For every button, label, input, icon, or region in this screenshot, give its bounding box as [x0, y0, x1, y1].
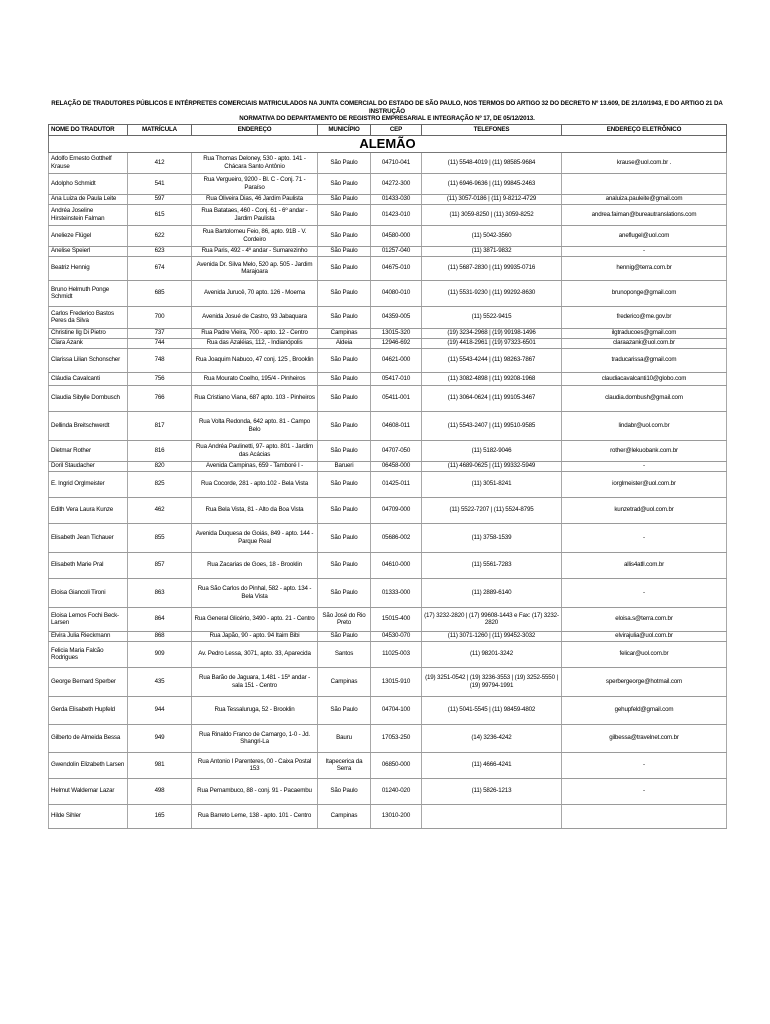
cell-matricula: 864 — [128, 607, 192, 631]
cell-endereco: Rua Cristiano Viana, 687 apto. 103 - Pinheiros — [192, 385, 318, 411]
cell-endereco: Rua São Carlos do Pinhal, 582 - apto. 134 - Bela Vista — [192, 578, 318, 607]
cell-name: Elvira Julia Rieckmann — [49, 631, 128, 641]
cell-telefones: (11) 4666-4241 — [422, 752, 562, 778]
header-municipio: MUNICÍPIO — [318, 124, 371, 135]
cell-cep: 04621-000 — [371, 348, 422, 372]
cell-email: allis4atll.com.br — [562, 552, 727, 578]
cell-name: Elisabeth Jean Tichauer — [49, 523, 128, 552]
cell-email: andrea.faiman@bureautranslations.com — [562, 204, 727, 225]
table-row — [49, 204, 727, 225]
cell-cep: 01425-011 — [371, 471, 422, 497]
cell-name: Anelieze Flügel — [49, 225, 128, 246]
cell-endereco: Rua Volta Redonda, 642 apto. 81 - Campo Belo — [192, 411, 318, 440]
cell-telefones: (11) 5522-7207 | (11) 5524-8795 — [422, 497, 562, 523]
cell-endereco: Rua Barreto Leme, 138 - apto. 101 - Centro — [192, 804, 318, 828]
cell-cep: 04530-070 — [371, 631, 422, 641]
cell-matricula: 622 — [128, 225, 192, 246]
cell-telefones: (11) 5561-7283 — [422, 552, 562, 578]
cell-municipio: São Paulo — [318, 631, 371, 641]
cell-telefones — [422, 804, 562, 828]
cell-municipio: São Paulo — [318, 385, 371, 411]
cell-endereco: Rua Joaquim Nabuco, 47 conj. 125 , Brooklin — [192, 348, 318, 372]
cell-endereco: Rua Bartolomeu Feio, 86, apto. 91B - V. Cordeiro — [192, 225, 318, 246]
table-row — [49, 328, 727, 338]
cell-municipio: Campinas — [318, 804, 371, 828]
cell-matricula: 817 — [128, 411, 192, 440]
table-row — [49, 724, 727, 752]
cell-endereco: Avenida Duquesa de Goiás, 849 - apto. 144 - Parque Real — [192, 523, 318, 552]
table-row — [49, 523, 727, 552]
cell-email: traducarissa@gmail.com — [562, 348, 727, 372]
cell-email: gehupfeld@gmail.com — [562, 696, 727, 724]
cell-matricula: 498 — [128, 778, 192, 804]
cell-endereco: Rua General Glicério, 3490 - apto. 21 - Centro — [192, 607, 318, 631]
cell-name: Adolpho Schmidt — [49, 173, 128, 194]
cell-email: iorglmeister@uol.com.br — [562, 471, 727, 497]
cell-telefones: (11) 6946-9636 | (11) 99845-2463 — [422, 173, 562, 194]
cell-email: gilbessa@travelnet.com.br — [562, 724, 727, 752]
cell-endereco: Rua Paris, 492 - 4º andar - Sumarezinho — [192, 246, 318, 256]
cell-name: Bruno Helmuth Ponge Schmidt — [49, 280, 128, 306]
cell-telefones: (11) 5041-5545 | (11) 98459-4802 — [422, 696, 562, 724]
cell-telefones: (19) 3234-2968 | (19) 99198-1496 — [422, 328, 562, 338]
cell-municipio: Campinas — [318, 328, 371, 338]
cell-cep: 04608-011 — [371, 411, 422, 440]
cell-telefones: (11) 5042-3560 — [422, 225, 562, 246]
table-row — [49, 280, 727, 306]
cell-endereco: Rua Japão, 90 - apto. 94 Itaim Bibi — [192, 631, 318, 641]
table-row — [49, 246, 727, 256]
cell-cep: 12946-692 — [371, 338, 422, 348]
cell-matricula: 949 — [128, 724, 192, 752]
header-telefones: TELEFONES — [422, 124, 562, 135]
cell-municipio: São Paulo — [318, 778, 371, 804]
cell-cep: 04580-000 — [371, 225, 422, 246]
cell-matricula: 816 — [128, 440, 192, 461]
table-row — [49, 194, 727, 204]
header-email: ENDEREÇO ELETRÔNICO — [562, 124, 727, 135]
cell-name: Dellinda Breitschwerdt — [49, 411, 128, 440]
cell-telefones: (11) 3064-0624 | (11) 99105-3467 — [422, 385, 562, 411]
cell-name: Adolfo Ernesto Gotthelf Krause — [49, 152, 128, 173]
table-row — [49, 306, 727, 328]
table-row — [49, 607, 727, 631]
table-row — [49, 348, 727, 372]
cell-endereco: Av. Pedro Lessa, 3071, apto. 33, Aparecida — [192, 641, 318, 667]
cell-endereco: Rua Padre Vieira, 700 - apto. 12 - Centro — [192, 328, 318, 338]
cell-endereco: Rua Antonio I Parenteres, 00 - Caixa Postal 153 — [192, 752, 318, 778]
cell-email — [562, 173, 727, 194]
cell-email: - — [562, 778, 727, 804]
cell-endereco: Rua Mourato Coelho, 195/4 - Pinheiros — [192, 372, 318, 385]
cell-municipio: São Paulo — [318, 523, 371, 552]
table-row — [49, 641, 727, 667]
cell-matricula: 165 — [128, 804, 192, 828]
cell-matricula: 820 — [128, 461, 192, 471]
cell-municipio: São Paulo — [318, 256, 371, 280]
cell-cep: 01240-020 — [371, 778, 422, 804]
cell-name: Edith Vera Laura Kunze — [49, 497, 128, 523]
cell-email: ilgtraducoes@gmail.com — [562, 328, 727, 338]
cell-email: lindabr@uol.com.br — [562, 411, 727, 440]
cell-municipio: São Paulo — [318, 696, 371, 724]
cell-municipio: São Paulo — [318, 497, 371, 523]
cell-cep: 01433-030 — [371, 194, 422, 204]
cell-cep: 04710-041 — [371, 152, 422, 173]
cell-endereco: Rua Oliveira Dias, 46 Jardim Paulista — [192, 194, 318, 204]
cell-name: George Bernard Sperber — [49, 667, 128, 696]
cell-cep: 04675-010 — [371, 256, 422, 280]
table-row — [49, 552, 727, 578]
cell-municipio: São Paulo — [318, 306, 371, 328]
cell-name: Clara Azank — [49, 338, 128, 348]
table-row — [49, 696, 727, 724]
cell-email: rother@lekuobank.com.br — [562, 440, 727, 461]
cell-telefones: (19) 3251-0542 | (19) 3236-3553 | (19) 3252-5550 | (19) 99794-1991 — [422, 667, 562, 696]
table-row — [49, 440, 727, 461]
cell-municipio: Aldeia — [318, 338, 371, 348]
section-row — [49, 135, 727, 152]
cell-telefones: (19) 4418-2961 | (19) 97323-6501 — [422, 338, 562, 348]
table-row — [49, 256, 727, 280]
cell-telefones: (11) 5531-9230 | (11) 99292-8630 — [422, 280, 562, 306]
table-row — [49, 752, 727, 778]
cell-municipio: São Paulo — [318, 152, 371, 173]
table-row — [49, 471, 727, 497]
cell-municipio: São Paulo — [318, 246, 371, 256]
cell-telefones: (11) 4689-0625 | (11) 99332-5949 — [422, 461, 562, 471]
cell-municipio: São Paulo — [318, 204, 371, 225]
cell-cep: 17053-250 — [371, 724, 422, 752]
cell-email: analuiza.pauleite@gmail.com — [562, 194, 727, 204]
cell-telefones: (11) 2889-6140 — [422, 578, 562, 607]
cell-municipio: São Paulo — [318, 225, 371, 246]
cell-matricula: 541 — [128, 173, 192, 194]
cell-municipio: Bauru — [318, 724, 371, 752]
cell-endereco: Rua Andréa Paulinetti, 97- apto. 801 - Jardim das Acácias — [192, 440, 318, 461]
cell-cep: 01423-010 — [371, 204, 422, 225]
cell-name: Eloisa Lemos Fochi Beck-Larsen — [49, 607, 128, 631]
table-row — [49, 411, 727, 440]
cell-endereco: Rua Tessaluruga, 52 - Brooklin — [192, 696, 318, 724]
cell-municipio: São Paulo — [318, 280, 371, 306]
table-row — [49, 152, 727, 173]
cell-email: - — [562, 246, 727, 256]
cell-name: Gwendolin Elizabeth Larsen — [49, 752, 128, 778]
cell-municipio: Santos — [318, 641, 371, 667]
table-row — [49, 667, 727, 696]
cell-name: Gilberto de Almeida Bessa — [49, 724, 128, 752]
cell-endereco: Rua Pernambuco, 88 - conj. 91 - Pacaembu — [192, 778, 318, 804]
cell-email: eloisa.s@terra.com.br — [562, 607, 727, 631]
cell-municipio: São Paulo — [318, 194, 371, 204]
cell-telefones: (11) 3071-1260 | (11) 99452-3032 — [422, 631, 562, 641]
cell-matricula: 981 — [128, 752, 192, 778]
cell-matricula: 863 — [128, 578, 192, 607]
cell-email: aneflugel@uol.com — [562, 225, 727, 246]
cell-cep: 05686-002 — [371, 523, 422, 552]
cell-matricula: 615 — [128, 204, 192, 225]
cell-telefones: (11) 3758-1539 — [422, 523, 562, 552]
cell-email: claraazank@uol.com.br — [562, 338, 727, 348]
cell-municipio: São Paulo — [318, 173, 371, 194]
cell-cep: 13010-200 — [371, 804, 422, 828]
cell-email: brunoponge@gmail.com — [562, 280, 727, 306]
cell-endereco: Rua Rinaldo Franco de Camargo, 1-0 - Jd. Shangri-La — [192, 724, 318, 752]
table-body — [49, 135, 727, 828]
cell-name: Gerda Elisabeth Hupfeld — [49, 696, 128, 724]
cell-name: Anelise Speierl — [49, 246, 128, 256]
cell-matricula: 855 — [128, 523, 192, 552]
cell-cep: 05417-010 — [371, 372, 422, 385]
title-line-1: RELAÇÃO DE TRADUTORES PÚBLICOS E INTÉRPRETES COMERCIAIS MATRICULADOS NA JUNTA COMERCIAL DO ESTADO DE SÃO PAULO, NOS TERMOS DO ARTIGO 32 DO DECRETO Nº 13.609, DE 21/10/1943, E DO ARTIGO 21 DA INSTRUÇÃO — [51, 100, 723, 115]
cell-endereco: Rua Zacarias de Goes, 18 - Brooklin — [192, 552, 318, 578]
cell-telefones: (11) 5543-2407 | (11) 99510-9585 — [422, 411, 562, 440]
cell-email: hennig@terra.com.br — [562, 256, 727, 280]
cell-municipio: São Paulo — [318, 348, 371, 372]
cell-email: - — [562, 523, 727, 552]
cell-email: claudiacavalcanti10@globo.com — [562, 372, 727, 385]
cell-matricula: 944 — [128, 696, 192, 724]
header-cep: CEP — [371, 124, 422, 135]
cell-matricula: 674 — [128, 256, 192, 280]
cell-cep: 04707-050 — [371, 440, 422, 461]
cell-name: Felicia Maria Falcão Rodrigues — [49, 641, 128, 667]
cell-telefones: (11) 3051-8241 — [422, 471, 562, 497]
cell-cep: 05411-001 — [371, 385, 422, 411]
cell-name: Carlos Frederico Bastos Peres da Silva — [49, 306, 128, 328]
cell-matricula: 868 — [128, 631, 192, 641]
cell-cep: 01333-000 — [371, 578, 422, 607]
cell-cep: 04610-000 — [371, 552, 422, 578]
cell-telefones: (11) 5182-9046 — [422, 440, 562, 461]
cell-endereco: Rua Barão de Jaguara, 1.481 - 15º andar - sala 151 - Centro — [192, 667, 318, 696]
cell-email — [562, 804, 727, 828]
cell-email: claudia.dornbush@gmail.com — [562, 385, 727, 411]
cell-matricula: 756 — [128, 372, 192, 385]
translators-table — [48, 124, 727, 829]
cell-matricula: 435 — [128, 667, 192, 696]
cell-email: - — [562, 578, 727, 607]
cell-endereco: Rua Vergueiro, 9200 - Bl. C - Conj. 71 - Paraíso — [192, 173, 318, 194]
table-row — [49, 225, 727, 246]
header-name: NOME DO TRADUTOR — [49, 124, 128, 135]
cell-name: Dietmar Rother — [49, 440, 128, 461]
cell-telefones: (11) 5687-2830 | (11) 99935-0716 — [422, 256, 562, 280]
cell-cep: 04272-300 — [371, 173, 422, 194]
cell-telefones: (11) 3057-0186 | (11) 9-8212-4729 — [422, 194, 562, 204]
cell-name: Christine Ilg Di Pietro — [49, 328, 128, 338]
cell-matricula: 857 — [128, 552, 192, 578]
cell-cep: 04359-005 — [371, 306, 422, 328]
cell-matricula: 623 — [128, 246, 192, 256]
cell-email: elvirajulia@uol.com.br — [562, 631, 727, 641]
cell-endereco: Rua Bela Vista, 81 - Alto da Boa Vista — [192, 497, 318, 523]
cell-name: Cláudia Cavalcanti — [49, 372, 128, 385]
document-title — [48, 100, 726, 124]
cell-email: kunzetrad@uol.com.br — [562, 497, 727, 523]
cell-matricula: 744 — [128, 338, 192, 348]
table-row — [49, 804, 727, 828]
cell-endereco: Rua Thomas Deloney, 530 - apto. 141 - Chácara Santo Antônio — [192, 152, 318, 173]
cell-telefones: (11) 5826-1213 — [422, 778, 562, 804]
cell-cep: 04080-010 — [371, 280, 422, 306]
table-row — [49, 578, 727, 607]
cell-endereco: Rua Cocorde, 281 - apto.102 - Bela Vista — [192, 471, 318, 497]
cell-name: Hilde Sihler — [49, 804, 128, 828]
cell-telefones: (11) 5543-4244 | (11) 98263-7867 — [422, 348, 562, 372]
cell-endereco: Avenida Jurucê, 70 apto. 126 - Moema — [192, 280, 318, 306]
cell-matricula: 700 — [128, 306, 192, 328]
title-line-2: NORMATIVA DO DEPARTAMENTO DE REGISTRO EMPRESARIAL E INTEGRAÇÃO Nº 17, DE 05/12/2013. — [239, 115, 535, 122]
cell-telefones: (11) 3871-9832 — [422, 246, 562, 256]
section-title: ALEMÃO — [49, 135, 727, 152]
table-row — [49, 338, 727, 348]
cell-matricula: 748 — [128, 348, 192, 372]
cell-municipio: Campinas — [318, 667, 371, 696]
cell-municipio: São Paulo — [318, 440, 371, 461]
cell-cep: 13015-320 — [371, 328, 422, 338]
cell-cep: 04709-000 — [371, 497, 422, 523]
cell-name: E. Ingrid Orglmeister — [49, 471, 128, 497]
cell-municipio: Barueri — [318, 461, 371, 471]
table-row — [49, 173, 727, 194]
table-row — [49, 385, 727, 411]
cell-municipio: Itapecerica da Serra — [318, 752, 371, 778]
cell-email: sperbergeorge@hotmail.com — [562, 667, 727, 696]
cell-cep: 11025-003 — [371, 641, 422, 667]
cell-name: Clarissa Lilian Schonscher — [49, 348, 128, 372]
document-page — [48, 100, 726, 829]
table-header-row — [49, 124, 727, 135]
table-row — [49, 461, 727, 471]
cell-telefones: (17) 3232-2820 | (17) 99608-1443 e Fax: (17) 3232-2820 — [422, 607, 562, 631]
cell-email: felicar@uol.com.br — [562, 641, 727, 667]
cell-municipio: São Paulo — [318, 578, 371, 607]
cell-endereco: Rua Batataes, 460 - Conj. 61 - 6º andar - Jardim Paulista — [192, 204, 318, 225]
cell-matricula: 825 — [128, 471, 192, 497]
table-row — [49, 631, 727, 641]
cell-email: frederico@me.gov.br — [562, 306, 727, 328]
cell-name: Helmut Waldemar Lazar — [49, 778, 128, 804]
cell-telefones: (14) 3236-4242 — [422, 724, 562, 752]
cell-matricula: 737 — [128, 328, 192, 338]
cell-municipio: São José do Rio Preto — [318, 607, 371, 631]
cell-email: - — [562, 752, 727, 778]
cell-email: - — [562, 461, 727, 471]
cell-telefones: (11) 5522-9415 — [422, 306, 562, 328]
cell-municipio: São Paulo — [318, 372, 371, 385]
cell-name: Elisabeth Marie Pral — [49, 552, 128, 578]
cell-matricula: 412 — [128, 152, 192, 173]
cell-cep: 06458-000 — [371, 461, 422, 471]
cell-name: Andréa Joseline Hirsteinstein Falman — [49, 204, 128, 225]
cell-name: Claudia Sibylle Dornbusch — [49, 385, 128, 411]
cell-telefones: (11) 98201-3242 — [422, 641, 562, 667]
table-row — [49, 372, 727, 385]
cell-name: Beatriz Hennig — [49, 256, 128, 280]
cell-matricula: 766 — [128, 385, 192, 411]
cell-municipio: São Paulo — [318, 471, 371, 497]
cell-cep: 15015-400 — [371, 607, 422, 631]
header-endereco: ENDEREÇO — [192, 124, 318, 135]
cell-endereco: Avenida Josué de Castro, 93 Jabaquara — [192, 306, 318, 328]
cell-name: Eloisa Giancoli Tironi — [49, 578, 128, 607]
cell-municipio: São Paulo — [318, 552, 371, 578]
cell-cep: 06850-000 — [371, 752, 422, 778]
cell-telefones: (11) 5548-4019 | (11) 98585-9684 — [422, 152, 562, 173]
cell-telefones: (11) 3082-4898 | (11) 99208-1968 — [422, 372, 562, 385]
cell-cep: 01257-040 — [371, 246, 422, 256]
cell-matricula: 909 — [128, 641, 192, 667]
header-matricula: MATRÍCULA — [128, 124, 192, 135]
cell-name: Doril Staudacher — [49, 461, 128, 471]
table-row — [49, 497, 727, 523]
table-row — [49, 778, 727, 804]
cell-endereco: Avenida Campinas, 659 - Tamboré I - — [192, 461, 318, 471]
cell-matricula: 685 — [128, 280, 192, 306]
cell-endereco: Avenida Dr. Silva Melo, 520 ap. 505 - Jardim Marajoara — [192, 256, 318, 280]
cell-matricula: 597 — [128, 194, 192, 204]
cell-matricula: 462 — [128, 497, 192, 523]
cell-cep: 13015-910 — [371, 667, 422, 696]
cell-name: Ana Luiza de Paula Leite — [49, 194, 128, 204]
cell-municipio: São Paulo — [318, 411, 371, 440]
cell-email: krause@uol.com.br . — [562, 152, 727, 173]
cell-endereco: Rua das Azaléias, 112, - Indianópolis — [192, 338, 318, 348]
cell-telefones: (11) 3059-8250 | (11) 3059-8252 — [422, 204, 562, 225]
cell-cep: 04704-100 — [371, 696, 422, 724]
